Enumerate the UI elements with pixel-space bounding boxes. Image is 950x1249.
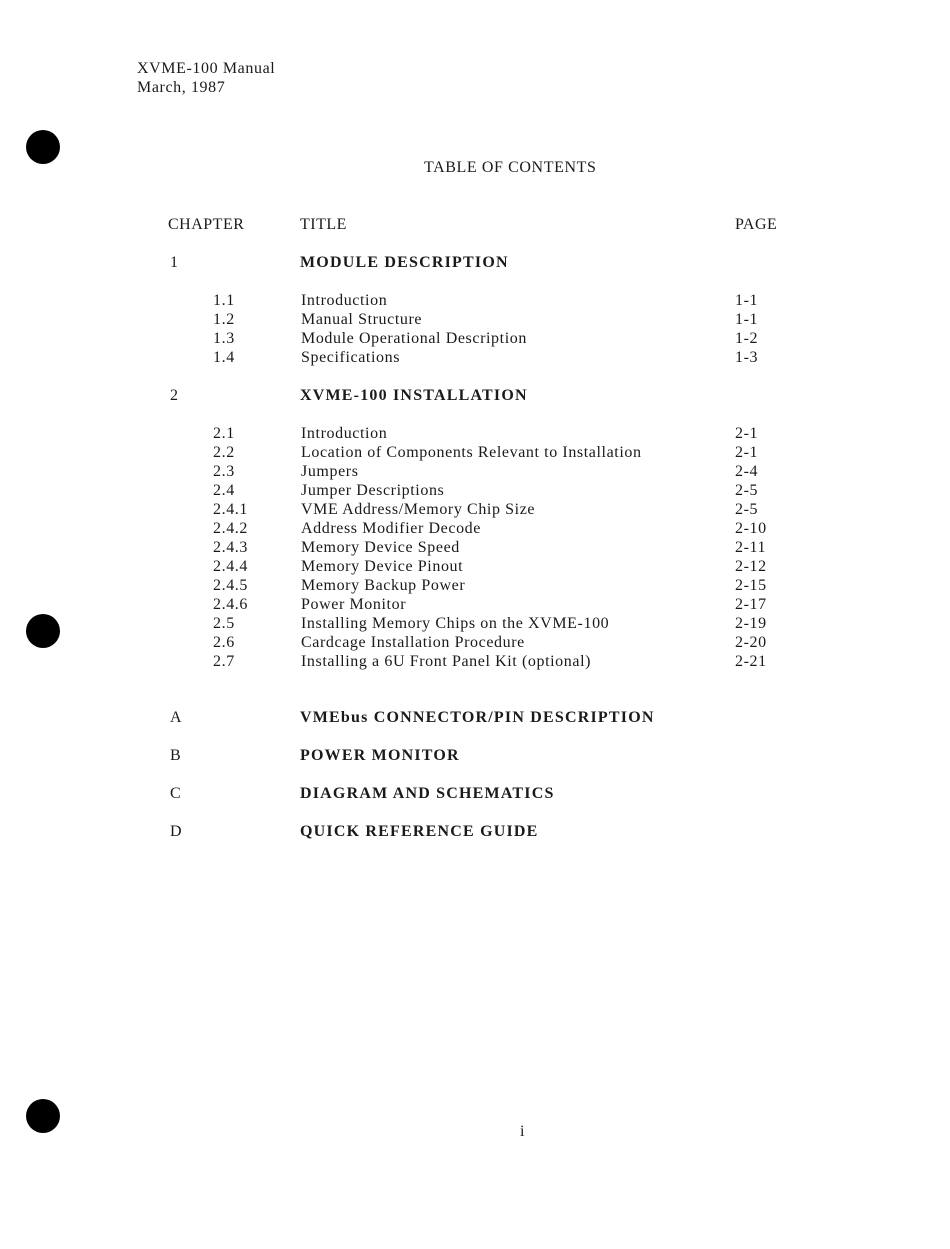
section-title: Cardcage Installation Procedure — [301, 634, 525, 651]
chapter-title: XVME-100 INSTALLATION — [300, 387, 528, 404]
section-number: 2.4.4 — [213, 558, 248, 575]
toc-entry — [0, 596, 950, 615]
section-number: 2.6 — [213, 634, 235, 651]
toc-entry — [0, 330, 950, 349]
section-page: 2-1 — [735, 425, 759, 442]
section-number: 2.2 — [213, 444, 235, 461]
section-number: 2.1 — [213, 425, 235, 442]
binder-hole-top — [26, 130, 60, 164]
section-page: 1-3 — [735, 349, 759, 366]
appendix-title: DIAGRAM AND SCHEMATICS — [300, 785, 555, 802]
toc-entry — [0, 482, 950, 501]
section-page: 2-15 — [735, 577, 767, 594]
section-page: 2-19 — [735, 615, 767, 632]
toc-entry — [0, 577, 950, 596]
toc-entry — [0, 425, 950, 444]
section-title: Memory Device Speed — [301, 539, 460, 556]
section-page: 1-1 — [735, 311, 759, 328]
section-title: Location of Components Relevant to Installation — [301, 444, 642, 461]
section-page: 1-1 — [735, 292, 759, 309]
column-header-title: TITLE — [300, 216, 347, 233]
chapter-title: MODULE DESCRIPTION — [300, 254, 509, 271]
appendix-title: QUICK REFERENCE GUIDE — [300, 823, 539, 840]
section-number: 1.4 — [213, 349, 235, 366]
toc-entry — [0, 615, 950, 634]
section-page: 2-21 — [735, 653, 767, 670]
binder-hole-bottom — [26, 1099, 60, 1133]
section-number: 2.5 — [213, 615, 235, 632]
toc-entry — [0, 463, 950, 482]
section-title: Manual Structure — [301, 311, 423, 328]
section-number: 2.4 — [213, 482, 235, 499]
toc-entry — [0, 520, 950, 539]
toc-entry — [0, 311, 950, 330]
section-title: Installing Memory Chips on the XVME-100 — [301, 615, 610, 632]
toc-entry — [0, 539, 950, 558]
appendix-letter: D — [170, 823, 183, 840]
section-title: Memory Device Pinout — [301, 558, 464, 575]
chapter-number: 2 — [170, 387, 179, 404]
toc-entry — [0, 653, 950, 672]
section-page: 2-12 — [735, 558, 767, 575]
section-number: 2.3 — [213, 463, 235, 480]
section-page: 2-5 — [735, 482, 759, 499]
toc-entry — [0, 292, 950, 311]
section-title: Address Modifier Decode — [301, 520, 481, 537]
section-page: 2-20 — [735, 634, 767, 651]
column-header-page: PAGE — [735, 216, 778, 233]
section-number: 2.4.3 — [213, 539, 248, 556]
section-title: VME Address/Memory Chip Size — [301, 501, 536, 518]
section-title: Jumper Descriptions — [301, 482, 445, 499]
column-header-chapter: CHAPTER — [168, 216, 245, 233]
appendix-letter: A — [170, 709, 183, 726]
section-number: 2.4.1 — [213, 501, 248, 518]
toc-entry — [0, 349, 950, 368]
appendix-letter: B — [170, 747, 182, 764]
appendix-title: VMEbus CONNECTOR/PIN DESCRIPTION — [300, 709, 655, 726]
section-page: 2-1 — [735, 444, 759, 461]
section-title: Introduction — [301, 425, 388, 442]
section-number: 2.4.6 — [213, 596, 248, 613]
toc-title: TABLE OF CONTENTS — [424, 159, 597, 176]
section-number: 2.4.5 — [213, 577, 248, 594]
section-page: 2-11 — [735, 539, 767, 556]
section-title: Introduction — [301, 292, 388, 309]
section-page: 2-10 — [735, 520, 767, 537]
section-title: Installing a 6U Front Panel Kit (optional) — [301, 653, 592, 670]
appendix-letter: C — [170, 785, 182, 802]
section-title: Power Monitor — [301, 596, 407, 613]
section-page: 1-2 — [735, 330, 759, 347]
section-number: 2.7 — [213, 653, 235, 670]
chapter-number: 1 — [170, 254, 179, 271]
document-name: XVME-100 Manual — [137, 60, 276, 77]
toc-entry — [0, 501, 950, 520]
section-title: Module Operational Description — [301, 330, 527, 347]
section-title: Jumpers — [301, 463, 359, 480]
section-title: Memory Backup Power — [301, 577, 466, 594]
section-number: 1.3 — [213, 330, 235, 347]
appendix-title: POWER MONITOR — [300, 747, 460, 764]
section-page: 2-4 — [735, 463, 759, 480]
section-number: 1.2 — [213, 311, 235, 328]
toc-entry — [0, 634, 950, 653]
toc-entry — [0, 558, 950, 577]
section-number: 1.1 — [213, 292, 235, 309]
section-page: 2-5 — [735, 501, 759, 518]
page-number: i — [520, 1123, 526, 1140]
toc-entry — [0, 444, 950, 463]
document-date: March, 1987 — [137, 79, 226, 96]
section-page: 2-17 — [735, 596, 767, 613]
section-title: Specifications — [301, 349, 401, 366]
section-number: 2.4.2 — [213, 520, 248, 537]
